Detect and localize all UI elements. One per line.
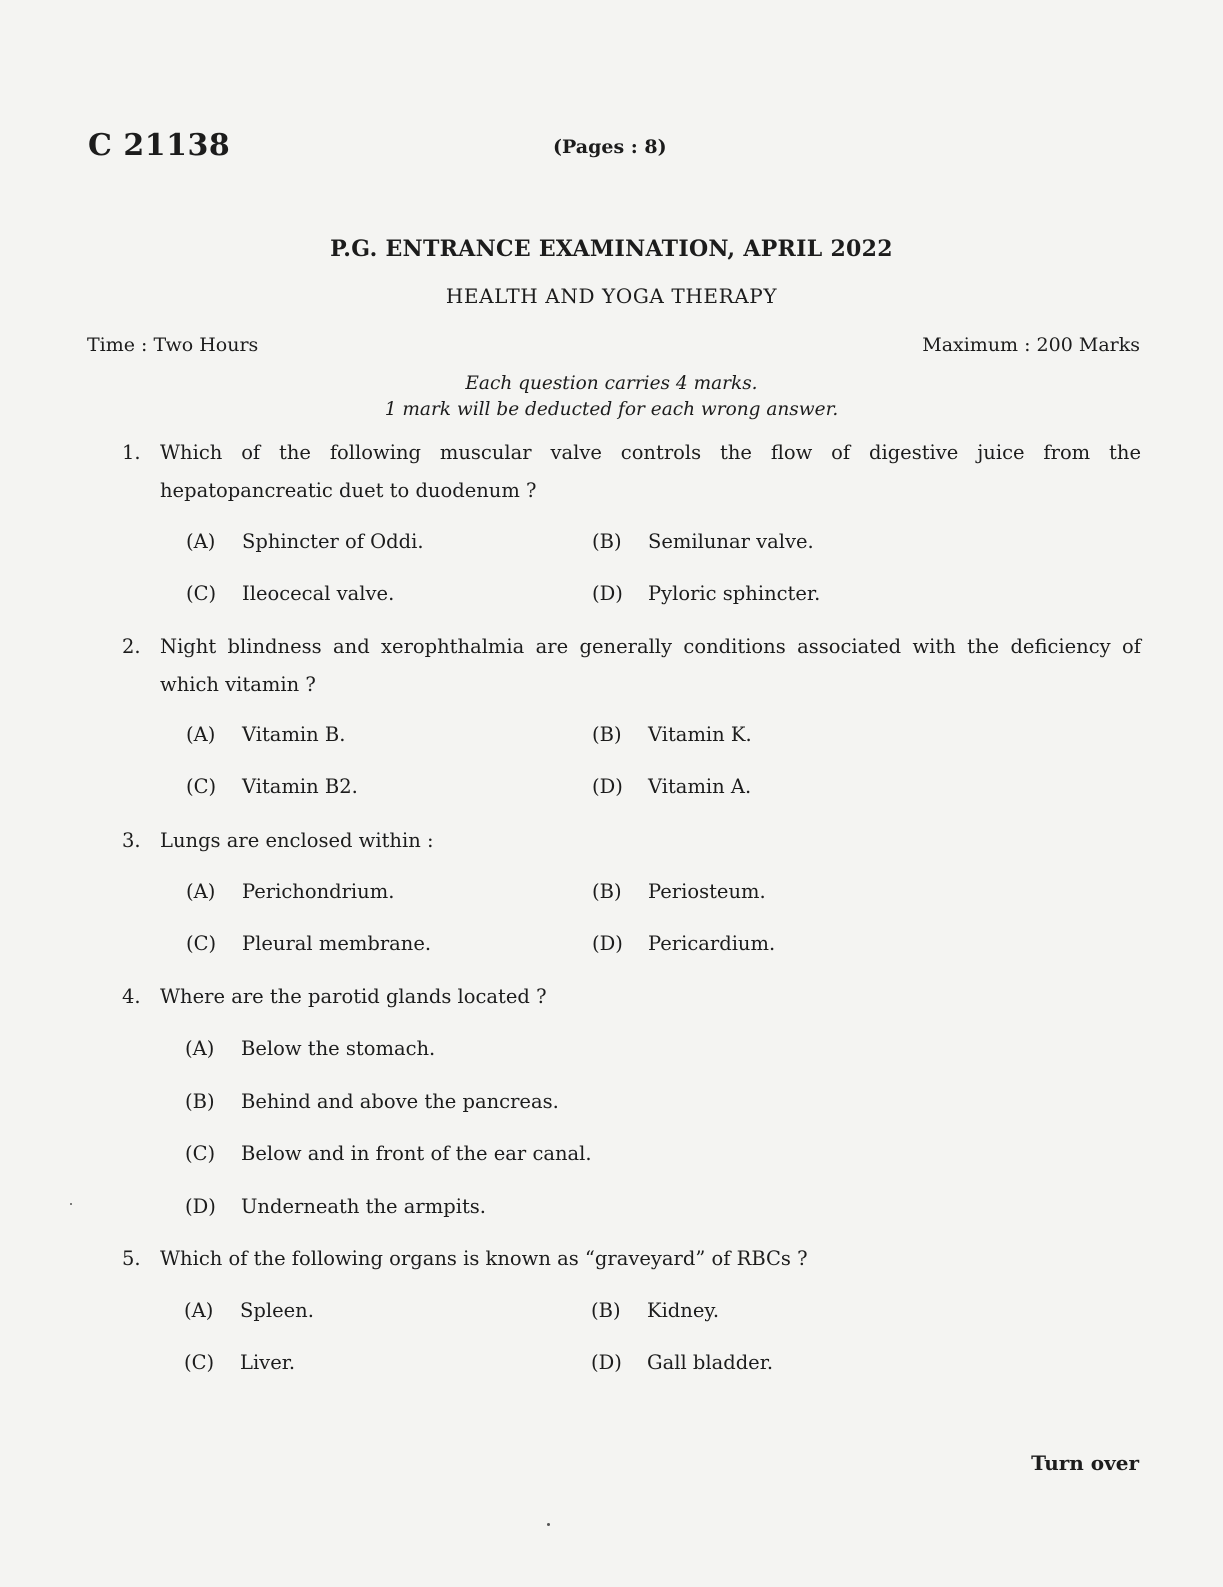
option-label: (B) xyxy=(592,880,622,903)
option-text: Liver. xyxy=(240,1351,296,1374)
option-3b xyxy=(592,880,766,903)
turn-over-note: Turn over xyxy=(1031,1451,1139,1475)
option-1d xyxy=(592,582,820,605)
option-text: Pericardium. xyxy=(648,932,776,955)
option-2c xyxy=(186,775,358,798)
option-4d xyxy=(185,1195,486,1218)
question-5 xyxy=(122,1240,1142,1280)
page-count: (Pages : 8) xyxy=(553,136,667,158)
question-text: Where are the parotid glands located ? xyxy=(160,985,547,1008)
paper-code: C 21138 xyxy=(88,128,231,163)
option-3d xyxy=(592,932,775,955)
option-5c xyxy=(184,1351,295,1374)
option-text: Vitamin B. xyxy=(242,723,346,746)
option-label: (A) xyxy=(184,1299,214,1322)
option-text: Behind and above the pancreas. xyxy=(241,1090,559,1113)
option-4a xyxy=(185,1037,435,1060)
question-text: Which of the following organs is known as “graveyard” of RBCs ? xyxy=(160,1247,808,1270)
option-label: (C) xyxy=(185,1142,216,1165)
option-text: Perichondrium. xyxy=(242,880,395,903)
option-text: Sphincter of Oddi. xyxy=(242,530,424,553)
option-1b xyxy=(592,530,814,553)
maximum-marks: Maximum : 200 Marks xyxy=(922,334,1140,356)
option-4c xyxy=(185,1142,592,1165)
option-3c xyxy=(186,932,431,955)
exam-title: P.G. ENTRANCE EXAMINATION, APRIL 2022 xyxy=(330,236,893,262)
option-3a xyxy=(186,880,394,903)
question-1 xyxy=(122,434,1142,514)
question-text: Night blindness and xerophthalmia are generally conditions associated with the deficiency of which vitamin ? xyxy=(160,635,1141,696)
option-label: (A) xyxy=(185,1037,215,1060)
question-number: 2. xyxy=(122,635,141,658)
question-number: 5. xyxy=(122,1247,141,1270)
option-label: (B) xyxy=(591,1299,621,1322)
option-4b xyxy=(185,1090,559,1113)
question-number: 1. xyxy=(122,441,141,464)
option-label: (D) xyxy=(592,582,623,605)
option-label: (B) xyxy=(592,530,622,553)
option-text: Periosteum. xyxy=(648,880,766,903)
option-text: Spleen. xyxy=(240,1299,314,1322)
question-number: 4. xyxy=(122,985,141,1008)
instruction-marks: Each question carries 4 marks. xyxy=(465,373,758,394)
option-5a xyxy=(184,1299,314,1322)
option-text: Ileocecal valve. xyxy=(242,582,395,605)
question-2 xyxy=(122,628,1142,708)
question-4 xyxy=(122,978,1142,1018)
question-3 xyxy=(122,822,1142,862)
option-2b xyxy=(592,723,752,746)
option-2d xyxy=(592,775,751,798)
option-label: (D) xyxy=(185,1195,216,1218)
option-text: Vitamin K. xyxy=(648,723,752,746)
option-text: Pleural membrane. xyxy=(242,932,432,955)
option-2a xyxy=(186,723,345,746)
scan-speck xyxy=(70,1203,72,1205)
option-text: Below the stomach. xyxy=(241,1037,436,1060)
option-label: (D) xyxy=(592,932,623,955)
option-text: Pyloric sphincter. xyxy=(648,582,821,605)
option-label: (C) xyxy=(186,582,217,605)
subject-title: HEALTH AND YOGA THERAPY xyxy=(445,284,778,308)
option-text: Vitamin A. xyxy=(648,775,752,798)
time-allowed: Time : Two Hours xyxy=(87,334,259,356)
option-label: (A) xyxy=(186,530,216,553)
option-text: Gall bladder. xyxy=(647,1351,774,1374)
instruction-negative: 1 mark will be deducted for each wrong answer. xyxy=(384,399,839,420)
option-label: (A) xyxy=(186,880,216,903)
option-label: (C) xyxy=(186,775,217,798)
option-1a xyxy=(186,530,424,553)
question-number: 3. xyxy=(122,829,141,852)
option-label: (A) xyxy=(186,723,216,746)
option-label: (D) xyxy=(591,1351,622,1374)
question-text: Lungs are enclosed within : xyxy=(160,829,434,852)
option-1c xyxy=(186,582,394,605)
option-5b xyxy=(591,1299,719,1322)
option-label: (D) xyxy=(592,775,623,798)
option-label: (C) xyxy=(184,1351,215,1374)
scan-speck xyxy=(547,1523,550,1526)
option-text: Semilunar valve. xyxy=(648,530,814,553)
option-5d xyxy=(591,1351,773,1374)
option-label: (B) xyxy=(185,1090,215,1113)
option-text: Vitamin B2. xyxy=(242,775,358,798)
option-text: Underneath the armpits. xyxy=(241,1195,486,1218)
question-text: Which of the following muscular valve controls the flow of digestive juice from the hepatopancreatic duet to duodenum ? xyxy=(160,441,1141,502)
option-text: Below and in front of the ear canal. xyxy=(241,1142,592,1165)
option-text: Kidney. xyxy=(647,1299,720,1322)
option-label: (B) xyxy=(592,723,622,746)
option-label: (C) xyxy=(186,932,217,955)
